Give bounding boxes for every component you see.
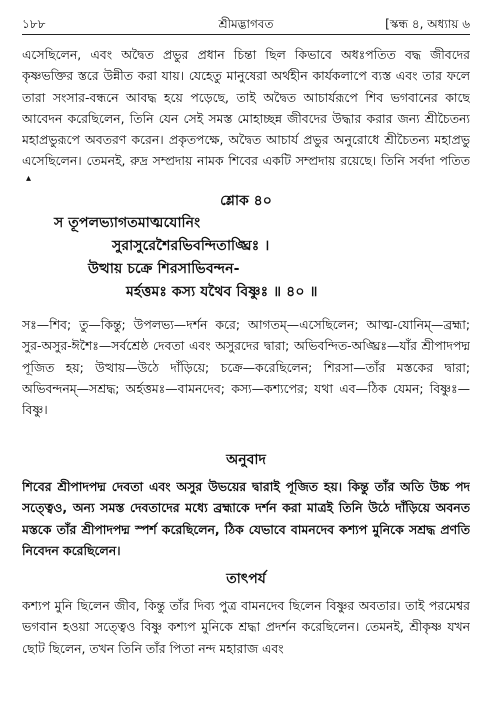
translation-heading: অনুবাদ — [226, 452, 266, 468]
book-title: শ্রীমদ্ভাগবত — [218, 17, 274, 31]
scripture-page — [22, 14, 470, 659]
top-paragraph: এসেছিলেন, এবং অদ্বৈত প্রভুর প্রধান চিন্তা ছিল কিভাবে অধঃপতিত বদ্ধ জীবদের কৃষ্ণভক্তির স্তরে উন্নীত করা যায়। যেহেতু মানুষেরা অর্থহীন কার্যকলাপে ব্যস্ত এবং তার ফলে তারা সংসার-বন্ধনে আবদ্ধ হয়ে পড়েছে, তাই অদ্বৈত আচার্যরূপে শিব ভগবানের কাছে আবেদন করেছিলেন, তিনি যেন সেই সমস্ত মোহাচ্ছন্ন জীবদের উদ্ধার করার জন্য শ্রীচৈতন্য মহাপ্রভুরূপে অবতরণ করেন। প্রকৃতপক্ষে, অদ্বৈত আচার্য প্রভুর অনুরোধে শ্রীচৈতন্য মহাপ্রভু এসেছিলেন। তেমনই, রুদ্র সম্প্রদায় নামক শিবের একটি সম্প্রদায় রয়েছে। তিনি সর্বদা পতিত — [22, 47, 470, 169]
verse-line-2: সুরাসুরেশৈরভিবন্দিতাঙ্ঘ্রিঃ । — [112, 238, 270, 254]
purport-text: কশ্যপ মুনি ছিলেন জীব, কিন্তু তাঁর দিব্য পুত্র বামনদেব ছিলেন বিষ্ণুর অবতার। তাই পরমেশ্বর ভগবান হওয়া সত্ত্বেও বিষ্ণু কশ্যপ মুনিকে শ্রদ্ধা প্রদর্শন করেছিলেন। তেমনই, শ্রীকৃষ্ণ যখন ছোট ছিলেন, তখন তিনি তাঁর পিতা নন্দ মহারাজ এবং — [22, 598, 470, 656]
verse-heading: শ্লোক ৪০ — [220, 193, 272, 209]
verse-line-4: মর্হত্তমঃ কস্য যথৈব বিষ্ণুঃ ॥ ৪০ ॥ — [126, 284, 318, 300]
stray-mark: ▴ — [26, 173, 32, 184]
verse-line-3: উত্থায় চক্রে শিরসাভিবন্দন- — [88, 261, 240, 277]
page-number: ১৮৮ — [22, 17, 46, 31]
page-header — [22, 14, 470, 36]
section-reference: [স্কন্ধ ৪, অধ্যায় ৬ — [385, 17, 470, 31]
synonyms-paragraph: সঃ—শিব; তু—কিন্তু; উপলভ্য—দর্শন করে; আগতম্—এসেছিলেন; আত্ম-যোনিম্—ব্রহ্মা; সুর-অসুর-ঈশৈঃ—সর্বশ্রেষ্ঠ দেবতা এবং অসুরদের দ্বারা; অভিবন্দিত-অঙ্ঘ্রিঃ—যাঁর শ্রীপাদপদ্ম পূজিত হয়; উত্থায়—উঠে দাঁড়িয়ে; চক্রে—করেছিলেন; শিরসা—তাঁর মস্তকের দ্বারা; অভিবন্দনম্—সশ্রদ্ধ; অর্হত্তমঃ—বামনদেব; কস্য—কশ্যপের; যথা এব—ঠিক যেমন; বিষ্ণুঃ—বিষ্ণু। — [22, 317, 470, 418]
purport-heading: তাৎপর্য — [226, 571, 266, 587]
verse-line-1: স তূপলভ্যাগতমাত্মযোনিং — [54, 215, 201, 231]
translation-text: শিবের শ্রীপাদপদ্ম দেবতা এবং অসুর উভয়ের দ্বারাই পূজিত হয়। কিন্তু তাঁর অতি উচ্চ পদ সত্ত্বেও, অন্য সমস্ত দেবতাদের মধ্যে ব্রহ্মাকে দর্শন করা মাত্রই তিনি উঠে দাঁড়িয়ে অবনত মস্তকে তাঁর শ্রীপাদপদ্ম স্পর্শ করেছিলেন, ঠিক যেভাবে বামনদেব কশ্যপ মুনিকে সশ্রদ্ধ প্রণতি নিবেদন করেছিলেন। — [22, 479, 470, 558]
header-rule — [22, 34, 470, 35]
